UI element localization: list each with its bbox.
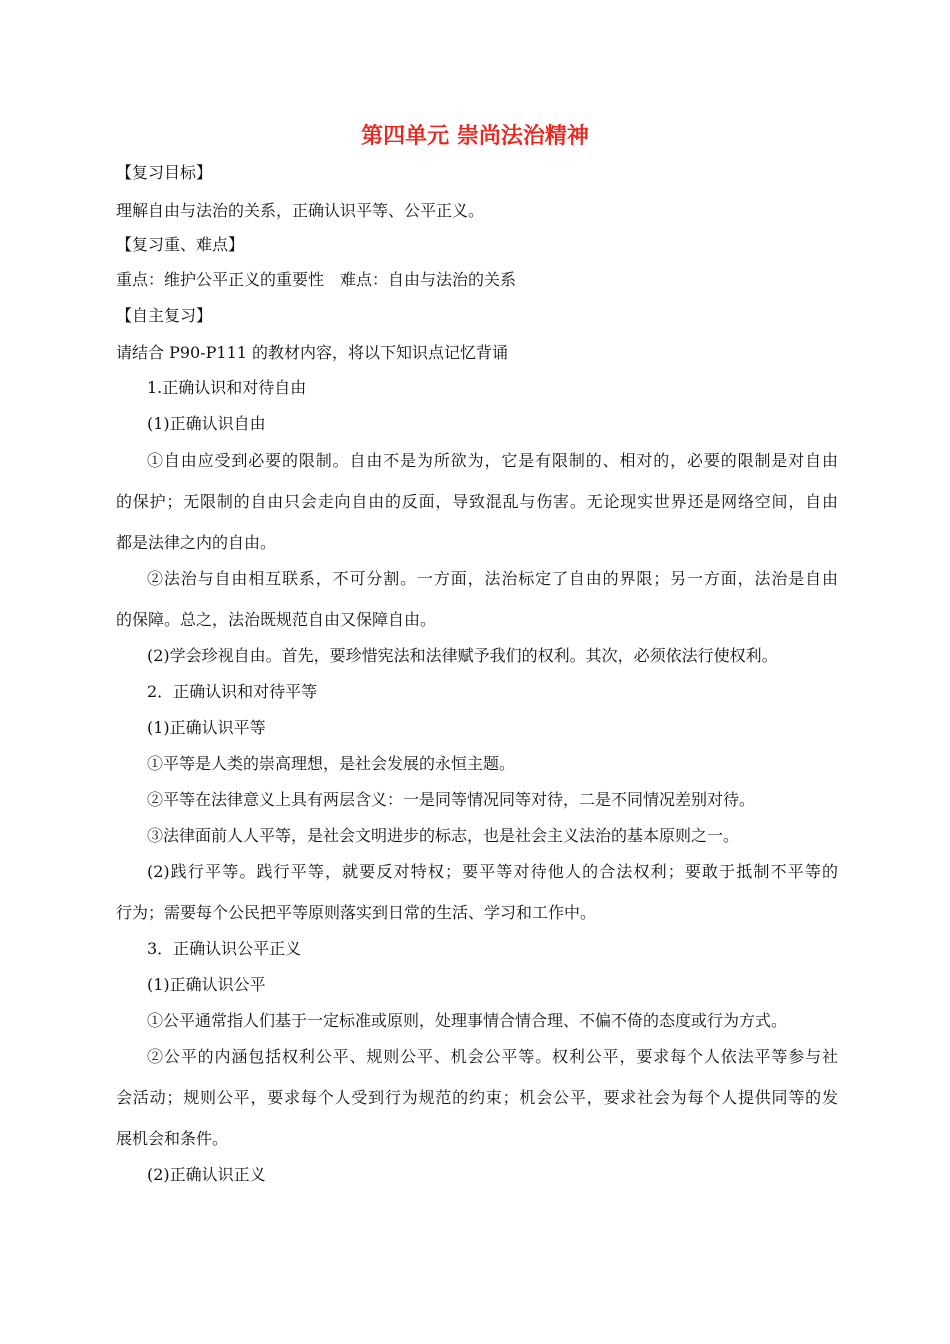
paragraph-line: ②公平的内涵包括权利公平、规则公平、机会公平等。权利公平，要求每个人依法平等参与社 xyxy=(147,1047,838,1066)
subheading-line: 1.正确认识和对待自由 xyxy=(147,378,307,397)
paragraph-line: 请结合 P90-P111 的教材内容，将以下知识点记忆背诵 xyxy=(116,343,509,362)
subheading-line: 3．正确认识公平正义 xyxy=(147,939,302,958)
paragraph-line: ①平等是人类的崇高理想，是社会发展的永恒主题。 xyxy=(147,754,516,773)
paragraph-line: 的保护；无限制的自由只会走向自由的反面，导致混乱与伤害。无论现实世界还是网络空间，自由 xyxy=(116,492,838,511)
paragraph-line: 理解自由与法治的关系，正确认识平等、公平正义。 xyxy=(116,201,485,220)
paragraph-line: 的保障。总之，法治既规范自由又保障自由。 xyxy=(116,610,437,629)
paragraph-line: ③法律面前人人平等，是社会文明进步的标志，也是社会主义法治的基本原则之一。 xyxy=(147,826,740,845)
paragraph-line: (2)学会珍视自由。首先，要珍惜宪法和法律赋予我们的权利。其次，必须依法行使权利。 xyxy=(147,646,778,665)
paragraph-line: 都是法律之内的自由。 xyxy=(116,533,277,552)
page-title: 第四单元 崇尚法治精神 xyxy=(361,124,589,149)
paragraph-line: (2)践行平等。践行平等，就要反对特权；要平等对待他人的合法权利；要敢于抵制不平等的 xyxy=(147,862,838,881)
section-heading-key-points: 【复习重、难点】 xyxy=(116,235,245,254)
paragraph-line: 行为；需要每个公民把平等原则落实到日常的生活、学习和工作中。 xyxy=(116,903,597,922)
paragraph-line: 重点：维护公平正义的重要性 难点：自由与法治的关系 xyxy=(116,270,517,289)
paragraph-line: ②平等在法律意义上具有两层含义：一是同等情况同等对待，二是不同情况差别对待。 xyxy=(147,790,756,809)
paragraph-line: ②法治与自由相互联系，不可分割。一方面，法治标定了自由的界限；另一方面，法治是自由 xyxy=(147,569,838,588)
subheading-line: (1)正确认识平等 xyxy=(147,718,266,737)
subheading-line: (1)正确认识自由 xyxy=(147,414,266,433)
paragraph-line: ①公平通常指人们基于一定标准或原则，处理事情合情合理、不偏不倚的态度或行为方式。 xyxy=(147,1011,788,1030)
subheading-line: (1)正确认识公平 xyxy=(147,975,266,994)
subheading-line: 2．正确认识和对待平等 xyxy=(147,682,318,701)
section-heading-self-review: 【自主复习】 xyxy=(116,306,213,325)
paragraph-line: 会活动；规则公平，要求每个人受到行为规范的约束；机会公平，要求社会为每个人提供同等的发 xyxy=(116,1088,838,1107)
section-heading-review-goals: 【复习目标】 xyxy=(116,163,213,182)
paragraph-line: 展机会和条件。 xyxy=(116,1129,229,1148)
paragraph-line: ①自由应受到必要的限制。自由不是为所欲为，它是有限制的、相对的，必要的限制是对自由 xyxy=(147,451,838,470)
subheading-line: (2)正确认识正义 xyxy=(147,1165,266,1184)
